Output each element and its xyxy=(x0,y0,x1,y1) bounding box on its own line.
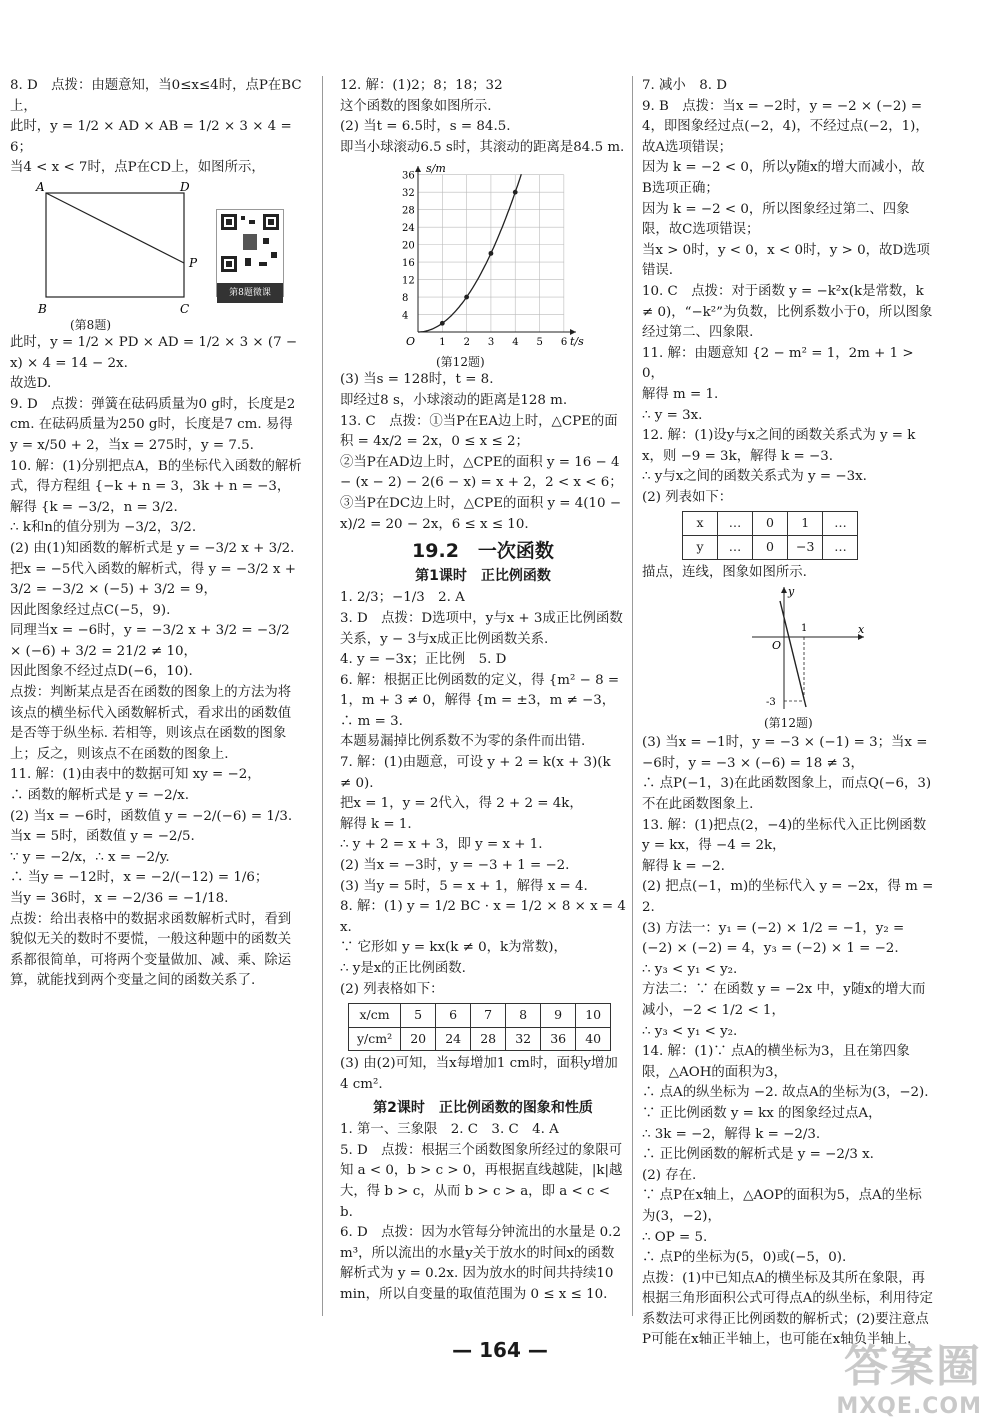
table-cell: … xyxy=(718,536,753,560)
text-line: ③当P在DC边上时，△CPE的面积 y = 4(10 − x)/2 = 20 − 2x，6 ≤ x ≤ 10. xyxy=(340,495,626,532)
figure-12-graph xyxy=(742,583,872,713)
text-line: ∴ 点P(−1，3)在此函数图象上，而点Q(−6，3)不在此函数图象上. xyxy=(642,776,932,813)
qr-pattern-icon xyxy=(219,212,281,274)
text-line: ∴ 正比例函数的解析式是 y = −2/3 x. xyxy=(642,1147,874,1163)
y-tick-label: 36 xyxy=(402,171,415,183)
table-cell: x xyxy=(683,512,718,536)
text-line: 13. C 点拨：①当P在EA边上时，△CPE的面积 = 4x/2 = 2x，0 ≤ x ≤ 2； xyxy=(340,413,618,450)
text-line: 此时，y = 1/2 × AD × AB = 1/2 × 3 × 4 = 6； xyxy=(10,119,296,155)
text-line: 方法二：∵ 在函数 y = −2x 中，y随x的增大而减小，−2 < 1/2 < 1， xyxy=(642,982,926,1018)
text-line: ∴ k和n的值分别为 −3/2，3/2. xyxy=(10,520,197,536)
column-3 xyxy=(642,76,938,1351)
point-c-label: C xyxy=(180,301,190,316)
text-line: 6. D 点拨：因为水管每分钟流出的水量是 0.2 m³，所以流出的水量y关于放水的时间x的函数解析式为 y = 0.2x. 因为放水的时间共持续10 min，所以自变量的取值范围为 0 ≤ x ≤ 10. xyxy=(340,1225,626,1302)
text-line: (3) 当y = 5时，5 = x + 1，解得 x = 4. xyxy=(340,878,588,894)
table-cell: 28 xyxy=(471,1027,506,1051)
table-cell: … xyxy=(823,536,858,560)
text-line: 13. 解：(1)把点(2，−4)的坐标代入正比例函数 y = kx，得 −4 = 2k， xyxy=(642,817,931,854)
y-tick-label: 12 xyxy=(402,275,415,287)
figure-12 xyxy=(642,583,934,733)
text-line: 此时，y = 1/2 × PD × AD = 1/2 × 3 × (7 − x) × 4 = 14 − 2x. xyxy=(10,334,302,371)
text-line: ∴ 当y = −12时，x = −2/(−12) = 1/6； xyxy=(10,870,269,886)
text-line: 11. 解：由题意知 {2 − m² = 1，2m + 1 > 0， xyxy=(642,345,918,382)
table-row xyxy=(683,512,858,536)
table-12 xyxy=(682,511,858,559)
text-line: ∵ y = −2/x，∴ x = −2/y. xyxy=(10,849,170,865)
text-line: (2) 由(1)知函数的解析式是 y = −3/2 x + 3/2. xyxy=(10,540,295,556)
x-tick-label: 2 xyxy=(463,337,470,349)
x-tick-label: 1 xyxy=(439,337,446,349)
text-line: 因此图象经过点C(−5，9). xyxy=(10,602,171,618)
text-line: 12. 解：(1)2；8；18；32 xyxy=(340,78,503,93)
x-tick-label: 1 xyxy=(801,623,808,635)
text-line: 即经过8 s，小球滚动的距离是128 m. xyxy=(340,392,568,408)
text-line: 当x > 0时，y < 0，x < 0时，y > 0，故D选项错误. xyxy=(642,242,930,279)
y-tick-label: 20 xyxy=(402,241,415,253)
text-line: 9. B 点拨：当x = −2时，y = −2 × (−2) = 4，即图象经过点(−2，4)，不经过点(−2，1)，故A选项错误； xyxy=(642,98,929,155)
text-line: (3) 由(2)可知，当x每增加1 cm时，面积y增加4 cm². xyxy=(340,1056,618,1092)
text-line: (3) 当x = −1时，y = −3 × (−1) = 3；当x = −6时，y = −3 × (−6) = 18 ≠ 3， xyxy=(642,735,932,771)
watermark-logo-text: 答案圈 xyxy=(844,1341,982,1392)
point-a-label: A xyxy=(36,180,45,194)
text-line: 3. D 点拨：D选项中，y与x + 3成正比例函数关系，y − 3与x成正比例函数关系. xyxy=(340,610,623,647)
text-line: 这个函数的图象如图所示. xyxy=(340,98,492,114)
data-point xyxy=(464,295,469,300)
text-line: ②当P在AD边上时，△CPE的面积 y = 16 − 4 − (x − 2) − 2(6 − x) = x + 2，2 < x < 6； xyxy=(340,454,624,491)
text-line: 8. 解：(1) y = 1/2 BC · x = 1/2 × 8 × x = 4x. xyxy=(340,899,626,935)
text-line: 解得 k = 1. xyxy=(340,816,412,832)
x-tick-label: 6 xyxy=(560,337,568,349)
text-line: ∴ OP = 5. xyxy=(642,1229,708,1245)
y-tick-label: 4 xyxy=(402,310,409,322)
text-line: 5. D 点拨：根据三个函数图象所经过的象限可知 a < 0，b > c > 0，再根据直线越陡，|k|越大，得 b > c，从而 b > c > a，即 a < c < b. xyxy=(340,1142,623,1220)
chart-12-svg xyxy=(390,158,590,354)
text-line: ∴ 3k = −2，解得 k = −2/3. xyxy=(642,1126,821,1142)
table-cell: 8 xyxy=(506,1004,541,1028)
table-cell: x/cm xyxy=(349,1004,401,1028)
y-tick-label: 8 xyxy=(402,293,409,305)
text-line: ∵ 它形如 y = kx(k ≠ 0，k为常数)， xyxy=(340,940,567,956)
figure-8 xyxy=(10,181,302,331)
chart-12 xyxy=(340,158,626,370)
text-line: 解得 k = −2. xyxy=(642,858,725,874)
text-line: (2) 列表格如下： xyxy=(340,981,444,997)
text-line: 10. 解：(1)分别把点A，B的坐标代入函数的解析式，得方程组 {−k + n = 3，3k + n = −3， xyxy=(10,458,302,495)
text-line: 当x = 5时，函数值 y = −2/5. xyxy=(10,829,195,845)
y-tick-label: 28 xyxy=(402,206,415,218)
x-tick-label: 5 xyxy=(536,337,543,349)
text-line: (2) 当x = −6时，函数值 y = −2/(−6) = 1/3. xyxy=(10,808,293,824)
qr-code[interactable] xyxy=(216,209,284,297)
y-tick-label: 24 xyxy=(402,223,415,235)
text-line: 把x = −5代入函数的解析式，得 y = −3/2 x + 3/2 = −3/2 × (−5) + 3/2 = 9， xyxy=(10,561,301,598)
page-number: — 164 — xyxy=(452,1338,548,1362)
text-line: 当4 < x < 7时，点P在CD上，如图所示， xyxy=(10,160,265,176)
text-line: 因为 k = −2 < 0，所以y随x的增大而减小，故B选项正确； xyxy=(642,160,925,196)
origin-label: O xyxy=(772,639,782,653)
table-cell: 32 xyxy=(506,1027,541,1051)
text-line: ∴ 点A的纵坐标为 −2. 故点A的坐标为(3，−2). xyxy=(642,1085,929,1101)
text-line: 10. C 点拨：对于函数 y = −k²x(k是常数，k ≠ 0)，“−k²”为负数，比例系数小于0，所以图象经过第二、四象限. xyxy=(642,283,933,341)
text-line: 描点，连线，图象如图所示. xyxy=(642,564,807,580)
y-axis-label: s/m xyxy=(426,162,446,176)
x-axis-label: t/s xyxy=(570,335,584,349)
table-cell: 0 xyxy=(753,536,788,560)
x-tick-label: 3 xyxy=(487,337,495,349)
figure-8-caption: (第8题) xyxy=(70,317,111,332)
text-line: (2) 当t = 6.5时，s = 84.5. xyxy=(340,119,511,135)
y-axis-arrow-icon xyxy=(415,166,421,172)
text-line: ∴ y是x的正比例函数. xyxy=(340,961,466,976)
text-line: (2) 把点(−1，m)的坐标代入 y = −2x，得 m = 2. xyxy=(642,879,938,915)
table-cell: y xyxy=(683,536,718,560)
column-2 xyxy=(340,76,626,1306)
table-cell: y/cm² xyxy=(349,1027,401,1051)
table-cell: 1 xyxy=(788,512,823,536)
text-line: 即当小球滚动6.5 s时，其滚动的距离是84.5 m. xyxy=(340,139,625,155)
text-line: 8. D 点拨：由题意知，当0≤x≤4时，点P在BC上， xyxy=(10,78,302,114)
text-line: 12. 解：(1)设y与x之间的函数关系式为 y = kx，则 −9 = 3k，解得 k = −3. xyxy=(642,428,916,464)
text-line: ∴ y₃ < y₁ < y₂. xyxy=(642,961,738,977)
text-line: 当y = 36时，x = −2/36 = −1/18. xyxy=(10,891,229,906)
figure-8-diagram xyxy=(16,181,206,317)
text-line: 14. 解：(1)∵ 点A的横坐标为3，且在第四象限，△AOH的面积为3， xyxy=(642,1044,910,1080)
point-p-label: P xyxy=(189,255,198,270)
table-row xyxy=(349,1027,611,1051)
text-line: 11. 解：(1)由表中的数据可知 xy = −2， xyxy=(10,767,261,783)
table-cell: 10 xyxy=(576,1004,611,1028)
table-cell: … xyxy=(718,512,753,536)
text-line: 1. 2/3；−1/3 2. A xyxy=(340,590,465,606)
text-line: 4. y = −3x；正比例 5. D xyxy=(340,652,507,668)
y-tick-label: -3 xyxy=(766,697,776,709)
watermark-url: MXQE.COM xyxy=(836,1394,982,1419)
text-line: 7. 解：(1)由题意，可设 y + 2 = k(x + 3)(k ≠ 0). xyxy=(340,755,615,791)
text-line: 6. 解：根据正比例函数的定义，得 {m² − 8 = 1，m + 3 ≠ 0，解得 {m = ±3，m ≠ −3，∴ m = 3. xyxy=(340,672,624,729)
table-cell: 5 xyxy=(401,1004,436,1028)
text-line: 故选D. xyxy=(10,376,52,392)
data-point xyxy=(513,190,518,195)
text-line: 因为 k = −2 < 0，所以图象经过第二、四象限，故C选项错误； xyxy=(642,201,910,238)
text-line: (2) 列表如下： xyxy=(642,489,733,505)
tip-text: 点拨：给出表格中的数据求函数解析式时，看到貌似无关的数时不要慌，一般这种题中的函数关系都很简单，可将两个变量做加、减、乘、除运算，就能找到两个变量之间的函数关系了. xyxy=(10,911,292,989)
section-title: 19.2 一次函数 xyxy=(412,540,554,563)
table-cell: 20 xyxy=(401,1027,436,1051)
qr-label: 第8题微课 xyxy=(217,283,283,304)
text-line: (3) 方法一：y₁ = (−2) × 1/2 = −1，y₂ = (−2) × (−2) = 4，y₃ = (−2) × 1 = −2. xyxy=(642,920,909,957)
text-line: 因此图象不经过点D(−6，10). xyxy=(10,664,193,680)
y-tick-label: 32 xyxy=(402,188,415,200)
tip-text: 点拨：判断某点是否在函数的图象上的方法为将该点的横坐标代入函数解析式，看求出的函数值是否等于纵坐标. 若相等，则该点在函数的图象上；反之，则该点不在函数的图象上. xyxy=(10,685,292,762)
text-line: ∵ 点P在x轴上，△AOP的面积为5，点A的坐标为(3，−2)， xyxy=(642,1188,922,1224)
table-row xyxy=(349,1004,611,1028)
chart-12-caption: (第12题) xyxy=(436,355,485,370)
text-line: ∴ 函数的解析式是 y = −2/x. xyxy=(10,788,189,804)
text-line: 解得 m = 1. xyxy=(642,386,719,402)
text-line: ∴ 点P的坐标为(5，0)或(−5，0). xyxy=(642,1250,847,1266)
table-cell: 0 xyxy=(753,512,788,536)
data-point xyxy=(440,321,445,326)
text-line: (2) 当x = −3时，y = −3 + 1 = −2. xyxy=(340,858,570,874)
table-cell: 6 xyxy=(436,1004,471,1028)
text-line: ∵ 正比例函数 y = kx 的图象经过点A， xyxy=(642,1105,882,1121)
origin-label: O xyxy=(406,335,416,349)
watermark xyxy=(836,1330,982,1419)
table-cell: −3 xyxy=(788,536,823,560)
text-line: 解得 {k = −3/2，n = 3/2. xyxy=(10,499,178,515)
table-row xyxy=(683,536,858,560)
table-cell: … xyxy=(823,512,858,536)
text-line: ∴ y + 2 = x + 3，即 y = x + 1. xyxy=(340,837,543,853)
lesson-1-title: 第1课时 正比例函数 xyxy=(415,567,551,584)
text-line: 本题易漏掉比例系数不为零的条件而出错. xyxy=(340,734,586,750)
text-line: ∴ y₃ < y₁ < y₂. xyxy=(642,1023,738,1039)
x-axis-label: x xyxy=(858,623,865,637)
text-line: ∴ y = 3x. xyxy=(642,407,703,423)
table-cell: 40 xyxy=(576,1027,611,1051)
y-tick-label: 16 xyxy=(402,258,415,270)
column-1 xyxy=(10,76,302,992)
table-8 xyxy=(348,1003,611,1051)
text-line: ∴ y与x之间的函数关系式为 y = −3x. xyxy=(642,469,867,485)
text-line: 同理当x = −6时，y = −3/2 x + 3/2 = −3/2 × (−6) + 3/2 = 21/2 ≠ 10， xyxy=(10,623,294,659)
point-d-label: D xyxy=(180,180,190,194)
text-line: 把x = 1，y = 2代入，得 2 + 2 = 4k， xyxy=(340,796,583,812)
text-line: (3) 当s = 128时，t = 8. xyxy=(340,372,494,388)
point-b-label: B xyxy=(38,301,47,316)
figure-12-caption: (第12题) xyxy=(764,716,813,731)
lesson-2-title: 第2课时 正比例函数的图象和性质 xyxy=(373,1099,593,1116)
text-line: (2) 存在. xyxy=(642,1167,697,1183)
table-cell: 36 xyxy=(541,1027,576,1051)
table-cell: 24 xyxy=(436,1027,471,1051)
data-point xyxy=(489,251,494,256)
table-cell: 9 xyxy=(541,1004,576,1028)
y-axis-label: y xyxy=(788,585,795,599)
table-cell: 7 xyxy=(471,1004,506,1028)
series-line xyxy=(418,175,521,333)
tip-text: 点拨：(1)中已知点A的横坐标及其所在象限，再根据三角形面积公式可得点A的纵坐标，利用待定系数法可求得正比例函数的解析式；(2)要注意点P可能在x轴正半轴上，也可能在x轴负半轴上. xyxy=(642,1270,933,1348)
text-line: 9. D 点拨：弹簧在砝码质量为0 g时，长度是2 cm. 在砝码质量为250 g时，长度是7 cm. 易得 y = x/50 + 2，当x = 275时，y = 7.5. xyxy=(10,396,300,453)
text-line: 7. 减小 8. D xyxy=(642,78,727,93)
x-tick-label: 4 xyxy=(512,337,519,349)
text-line: 1. 第一、三象限 2. C 3. C 4. A xyxy=(340,1122,559,1138)
